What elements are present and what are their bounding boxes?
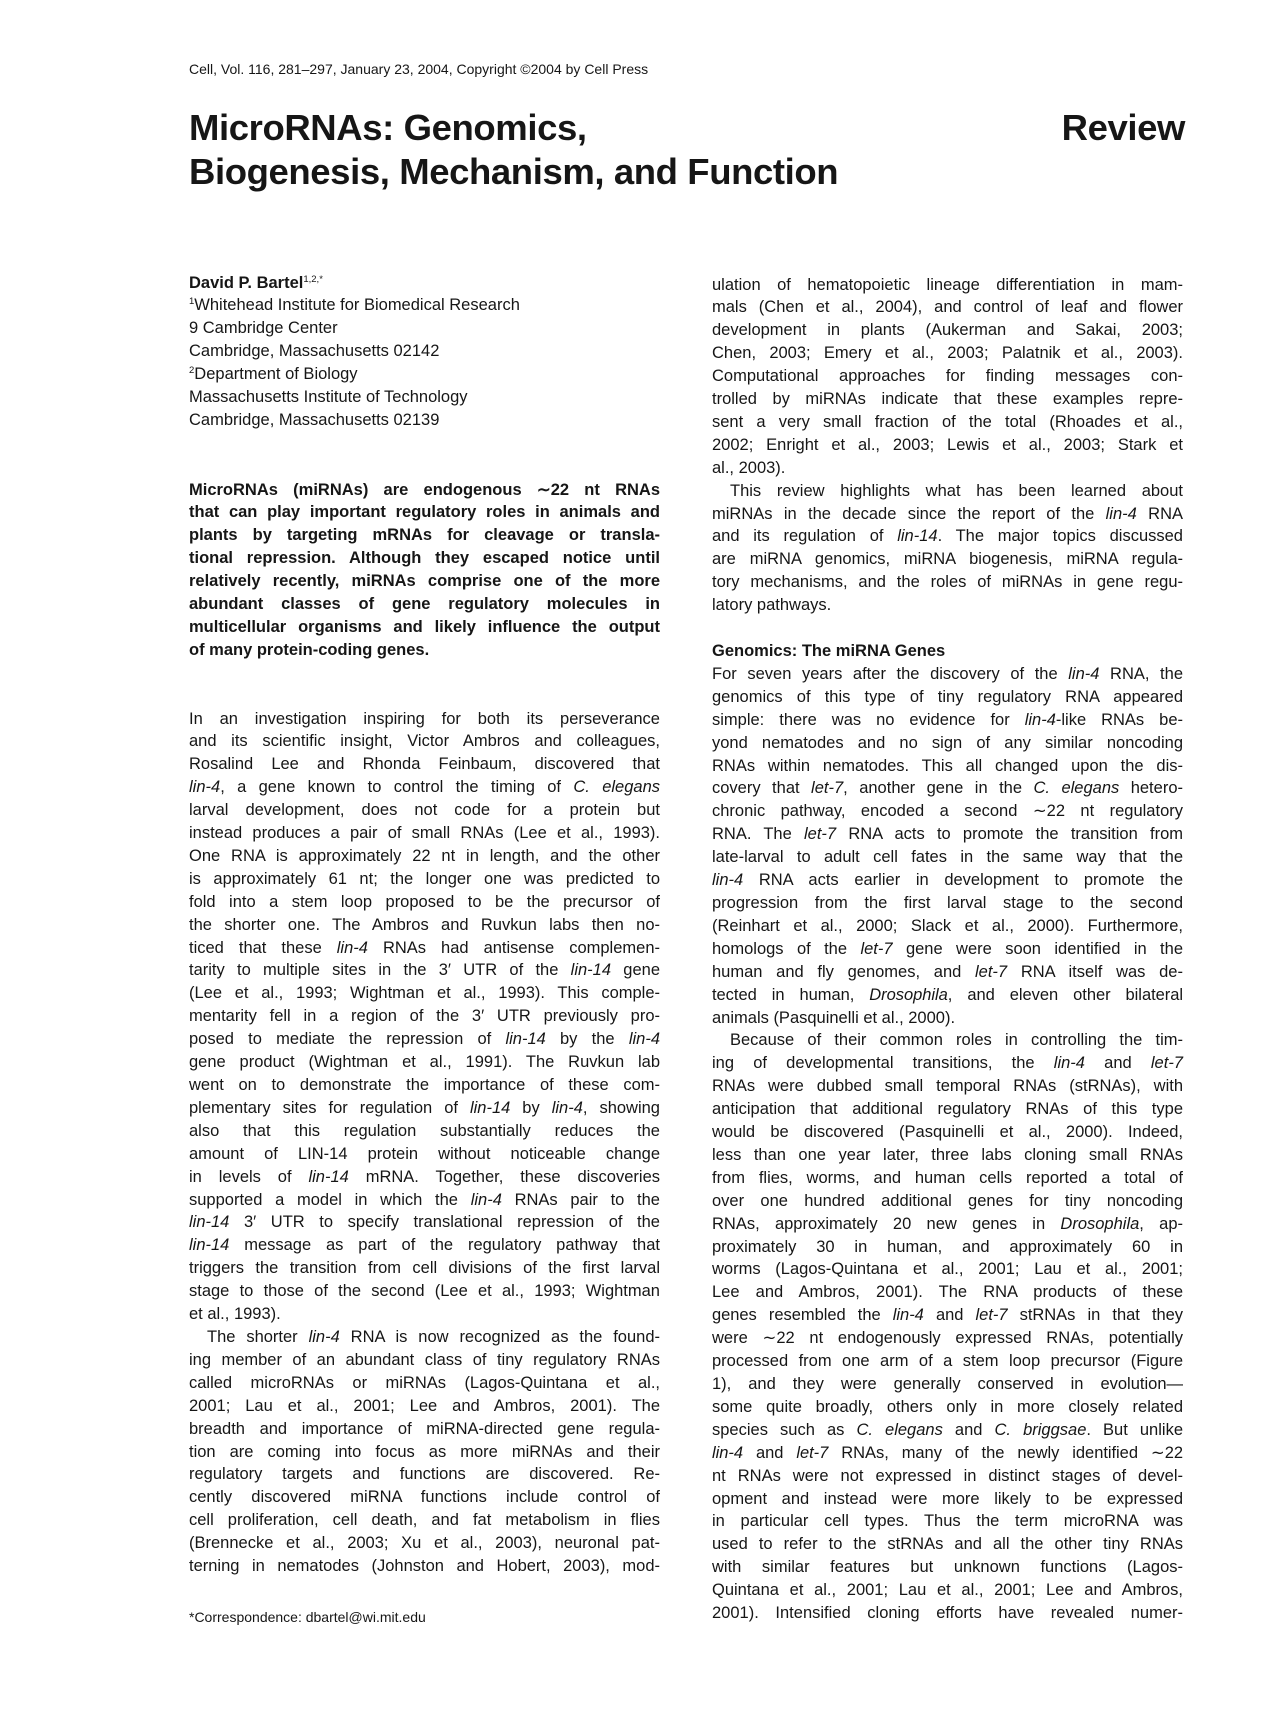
text-line: Computational approaches for finding messages con- — [712, 367, 1183, 386]
text-line: latory pathways. — [712, 596, 832, 615]
affiliation-text: Department of Biology — [194, 365, 358, 384]
text-line: amount of LIN-14 protein without noticeable change — [189, 1144, 660, 1163]
text-line: For seven years after the discovery of the lin-4 RNA, the — [712, 664, 1183, 683]
body-column-right — [712, 274, 1183, 1625]
text-line: lin-14 message as part of the regulatory pathway that — [189, 1236, 660, 1255]
author-line — [189, 272, 660, 295]
text-line: were ∼22 nt endogenously expressed RNAs, potentially — [712, 1329, 1183, 1348]
text-line: lin-4 RNA acts earlier in development to promote the — [712, 871, 1183, 890]
text-line: Chen, 2003; Emery et al., 2003; Palatnik et al., 2003). — [712, 344, 1183, 363]
italic-term: lin-14 — [505, 1030, 546, 1049]
text-line: over one hundred additional genes for tiny noncoding — [712, 1191, 1183, 1210]
text-line: plementary sites for regulation of lin-14 by lin-4, showing — [189, 1098, 660, 1117]
text-line: would be discovered (Pasquinelli et al., 2000). Indeed, — [712, 1123, 1183, 1142]
text-line: sent a very small fraction of the total (Rhoades et al., — [712, 412, 1183, 431]
text-line: yond nematodes and no sign of any similar noncoding — [712, 733, 1183, 752]
text-line: with similar features but unknown functions (Lagos- — [712, 1558, 1183, 1577]
text-line: tected in human, Drosophila, and eleven other bilateral — [712, 985, 1183, 1004]
text-line: stage to those of the second (Lee et al., 1993; Wightman — [189, 1282, 660, 1301]
italic-term: let-7 — [860, 939, 893, 958]
text-line: terning in nematodes (Johnston and Hobert, 2003), mod- — [189, 1557, 660, 1576]
text-line: lin-4 and let-7 RNAs, many of the newly identified ∼22 — [712, 1443, 1183, 1462]
affiliation-line: Cambridge, Massachusetts 02142 — [189, 342, 440, 361]
journal-citation: Cell, Vol. 116, 281–297, January 23, 2004, Copyright ©2004 by Cell Press — [189, 61, 649, 77]
text-line: The shorter lin-4 RNA is now recognized as the found- — [207, 1327, 660, 1346]
text-line: relatively recently, miRNAs comprise one of the more — [189, 572, 660, 591]
italic-term: lin-4 — [336, 938, 368, 957]
text-line: multicellular organisms and likely influence the output — [189, 617, 660, 636]
text-line: In an investigation inspiring for both its perseverance — [189, 709, 660, 728]
affiliation-superscript: 2 — [189, 365, 195, 377]
text-line: RNA. The let-7 RNA acts to promote the transition from — [712, 825, 1183, 844]
text-line: ulation of hematopoietic lineage differentiation in mam- — [712, 275, 1183, 294]
text-line: proximately 30 in human, and approximately 60 in — [712, 1237, 1183, 1256]
text-line: late-larval to adult cell fates in the same way that the — [712, 848, 1183, 867]
italic-term: C. elegans — [573, 778, 660, 797]
italic-term: lin-4 — [1105, 504, 1137, 523]
text-line: al., 2003). — [712, 458, 786, 477]
italic-term: lin-4 — [1053, 1054, 1085, 1073]
article-type-label: Review — [1061, 107, 1185, 148]
text-line: covery that let-7, another gene in the C. elegans hetero- — [712, 779, 1183, 798]
text-line: opment and instead were more likely to be expressed — [712, 1489, 1183, 1508]
text-line: tarity to multiple sites in the 3′ UTR of the lin-14 gene — [189, 961, 660, 980]
text-line: species such as C. elegans and C. briggsae. But unlike — [712, 1420, 1183, 1439]
italic-term: C. elegans — [856, 1420, 943, 1439]
italic-term: let-7 — [796, 1443, 829, 1462]
text-line: progression from the first larval stage to the second — [712, 893, 1183, 912]
italic-term: lin-4 — [1068, 664, 1100, 683]
text-line: RNAs within nematodes. This all changed upon the dis- — [712, 756, 1183, 775]
text-line: This review highlights what has been learned about — [730, 481, 1183, 500]
text-line: One RNA is approximately 22 nt in length, and the other — [189, 846, 660, 865]
text-line: human and fly genomes, and let-7 RNA itself was de- — [712, 962, 1183, 981]
text-line: triggers the transition from cell divisions of the first larval — [189, 1259, 660, 1278]
text-line: processed from one arm of a stem loop precursor (Figure — [712, 1352, 1183, 1371]
italic-term: Drosophila — [869, 985, 948, 1004]
text-line: 2002; Enright et al., 2003; Lewis et al., 2003; Stark et — [712, 435, 1183, 454]
text-line: plants by targeting mRNAs for cleavage or transla- — [189, 526, 660, 545]
text-line: Rosalind Lee and Rhonda Feinbaum, discovered that — [189, 755, 660, 774]
italic-term: let-7 — [975, 962, 1008, 981]
italic-term: lin-14 — [189, 1213, 230, 1232]
italic-term: let-7 — [975, 1306, 1008, 1325]
text-line: RNAs, approximately 20 new genes in Drosophila, ap- — [712, 1214, 1183, 1233]
italic-term: lin-4 — [551, 1098, 583, 1117]
body-column-left — [189, 708, 660, 1578]
text-line: breadth and importance of miRNA-directed gene regula- — [189, 1419, 660, 1438]
text-line: lin-4, a gene known to control the timing of C. elegans — [189, 778, 660, 797]
italic-term: C. elegans — [1033, 779, 1120, 798]
affiliation-line: 9 Cambridge Center — [189, 319, 338, 338]
text-line: (Brennecke et al., 2003; Xu et al., 2003), neuronal pat- — [189, 1534, 660, 1553]
text-line: nt RNAs were not expressed in distinct stages of devel- — [712, 1466, 1183, 1485]
text-line: gene product (Wightman et al., 1991). The Ruvkun lab — [189, 1053, 660, 1072]
text-line: chronic pathway, encoded a second ∼22 nt regulatory — [712, 802, 1183, 821]
text-line: of many protein-coding genes. — [189, 640, 430, 659]
text-line: that can play important regulatory roles in animals and — [189, 503, 660, 522]
text-line: anticipation that additional regulatory RNAs of this type — [712, 1100, 1183, 1119]
affiliation-line — [189, 294, 660, 317]
correspondence-footnote: *Correspondence: dbartel@wi.mit.edu — [189, 1609, 426, 1625]
text-line: Quintana et al., 2001; Lau et al., 2001; Lee and Ambros, — [712, 1581, 1183, 1600]
italic-term: lin-4 — [470, 1190, 502, 1209]
text-line: the shorter one. The Ambros and Ruvkun labs then no- — [189, 915, 660, 934]
text-line: cently discovered miRNA functions include control of — [189, 1488, 660, 1507]
text-line: Because of their common roles in controlling the tim- — [730, 1031, 1183, 1050]
text-line: tion are coming into focus as more miRNAs and their — [189, 1442, 660, 1461]
affiliation-superscript: 1 — [189, 296, 195, 308]
text-line: lin-14 3′ UTR to specify translational repression of the — [189, 1213, 660, 1232]
text-line: genes resembled the lin-4 and let-7 stRNAs in that they — [712, 1306, 1183, 1325]
text-line: tional repression. Although they escaped notice until — [189, 549, 660, 568]
text-line: worms (Lagos-Quintana et al., 2001; Lau et al., 2001; — [712, 1260, 1183, 1279]
text-line: homologs of the let-7 gene were soon identified in the — [712, 939, 1183, 958]
affiliation-line: Massachusetts Institute of Technology — [189, 388, 468, 407]
text-line: instead produces a pair of small RNAs (Lee et al., 1993). — [189, 824, 660, 843]
text-line: called microRNAs or miRNAs (Lagos-Quintana et al., — [189, 1373, 660, 1392]
text-line: also that this regulation substantially reduces the — [189, 1121, 660, 1140]
affiliation-line: Cambridge, Massachusetts 02139 — [189, 410, 440, 429]
text-line: 2001; Lau et al., 2001; Lee and Ambros, 2001). The — [189, 1396, 660, 1415]
text-line: supported a model in which the lin-4 RNAs pair to the — [189, 1190, 660, 1209]
italic-term: lin-4 — [712, 1443, 743, 1462]
text-line: regulatory targets and functions are discovered. Re- — [189, 1465, 660, 1484]
text-line: simple: there was no evidence for lin-4-like RNAs be- — [712, 710, 1183, 729]
italic-term: let-7 — [1150, 1054, 1183, 1073]
text-line: larval development, does not code for a protein but — [189, 801, 660, 820]
italic-term: let-7 — [811, 779, 844, 798]
author-name: David P. Bartel — [189, 273, 304, 292]
text-line: miRNAs in the decade since the report of the lin-4 RNA — [712, 504, 1183, 523]
text-line: and its scientific insight, Victor Ambros and colleagues, — [189, 732, 660, 751]
text-line: trolled by miRNAs indicate that these examples repre- — [712, 390, 1183, 409]
text-line: et al., 1993). — [189, 1305, 281, 1324]
italic-term: C. briggsae — [994, 1420, 1087, 1439]
text-line: tory mechanisms, and the roles of miRNAs in gene regu- — [712, 573, 1183, 592]
text-line: ing member of an abundant class of tiny regulatory RNAs — [189, 1350, 660, 1369]
text-line: went on to demonstrate the importance of these com- — [189, 1076, 660, 1094]
text-line: in particular cell types. Thus the term microRNA was — [712, 1512, 1183, 1531]
italic-term: lin-4 — [1024, 710, 1056, 729]
italic-term: lin-14 — [469, 1098, 511, 1117]
text-line: fold into a stem loop proposed to be the precursor of — [189, 892, 660, 911]
text-line: from flies, worms, and human cells reported a total of — [712, 1168, 1183, 1187]
italic-term: Drosophila — [1060, 1214, 1140, 1233]
text-line: 1), and they were generally conserved in evolution— — [712, 1375, 1183, 1393]
text-line: 2001). Intensified cloning efforts have revealed numer- — [712, 1604, 1183, 1623]
article-title-line-2: Biogenesis, Mechanism, and Function — [189, 151, 839, 192]
text-line: used to refer to the stRNAs and all the other tiny RNAs — [712, 1535, 1183, 1554]
italic-term: lin-4 — [712, 871, 744, 890]
italic-term: lin-14 — [570, 961, 612, 980]
text-line: (Reinhart et al., 2000; Slack et al., 2000). Furthermore, — [712, 916, 1183, 935]
text-line: development in plants (Aukerman and Sakai, 2003; — [712, 321, 1183, 340]
article-title-line-1: MicroRNAs: Genomics, — [189, 107, 587, 148]
italic-term: lin-4 — [628, 1030, 660, 1049]
text-line: animals (Pasquinelli et al., 2000). — [712, 1008, 956, 1027]
italic-term: lin-4 — [892, 1306, 924, 1325]
text-line: mentarity fell in a region of the 3′ UTR previously pro- — [189, 1007, 660, 1026]
text-line: posed to mediate the repression of lin-14 by the lin-4 — [189, 1030, 660, 1049]
italic-term: lin-14 — [308, 1167, 349, 1186]
text-line: genomics of this type of tiny regulatory RNA appeared — [712, 687, 1183, 706]
italic-term: lin-4 — [308, 1327, 340, 1346]
text-line: some quite broadly, others only in more closely related — [712, 1397, 1183, 1416]
text-line: is approximately 61 nt; the longer one was predicted to — [189, 869, 660, 888]
section-heading: Genomics: The miRNA Genes — [712, 642, 946, 660]
text-line: cell proliferation, cell death, and fat metabolism in flies — [189, 1511, 660, 1530]
italic-term: lin-14 — [897, 527, 938, 546]
italic-term: let-7 — [804, 825, 837, 844]
italic-term: lin-4 — [189, 778, 221, 797]
author-affiliation-block — [189, 272, 660, 432]
text-line: are miRNA genomics, miRNA biogenesis, miRNA regula- — [712, 550, 1183, 569]
text-line: less than one year later, three labs cloning small RNAs — [712, 1145, 1183, 1164]
affiliation-line — [189, 363, 660, 386]
text-line: Lee and Ambros, 2001). The RNA products of these — [712, 1283, 1183, 1302]
text-line: RNAs were dubbed small temporal RNAs (stRNAs), with — [712, 1077, 1183, 1096]
author-superscript: 1,2,* — [303, 273, 323, 285]
text-line: ticed that these lin-4 RNAs had antisense complemen- — [189, 938, 660, 957]
abstract — [189, 479, 660, 662]
text-line: in levels of lin-14 mRNA. Together, these discoveries — [189, 1167, 660, 1186]
text-line: MicroRNAs (miRNAs) are endogenous ∼22 nt RNAs — [189, 480, 660, 499]
italic-term: lin-14 — [189, 1236, 230, 1255]
text-line: (Lee et al., 1993; Wightman et al., 1993). This comple- — [189, 984, 660, 1003]
text-line: ing of developmental transitions, the lin-4 and let-7 — [712, 1054, 1183, 1073]
text-line: mals (Chen et al., 2004), and control of leaf and flower — [712, 298, 1183, 317]
spacer — [712, 617, 1183, 640]
text-line: and its regulation of lin-14. The major topics discussed — [712, 527, 1183, 546]
text-line: abundant classes of gene regulatory molecules in — [189, 595, 660, 614]
affiliation-text: Whitehead Institute for Biomedical Research — [194, 296, 520, 315]
